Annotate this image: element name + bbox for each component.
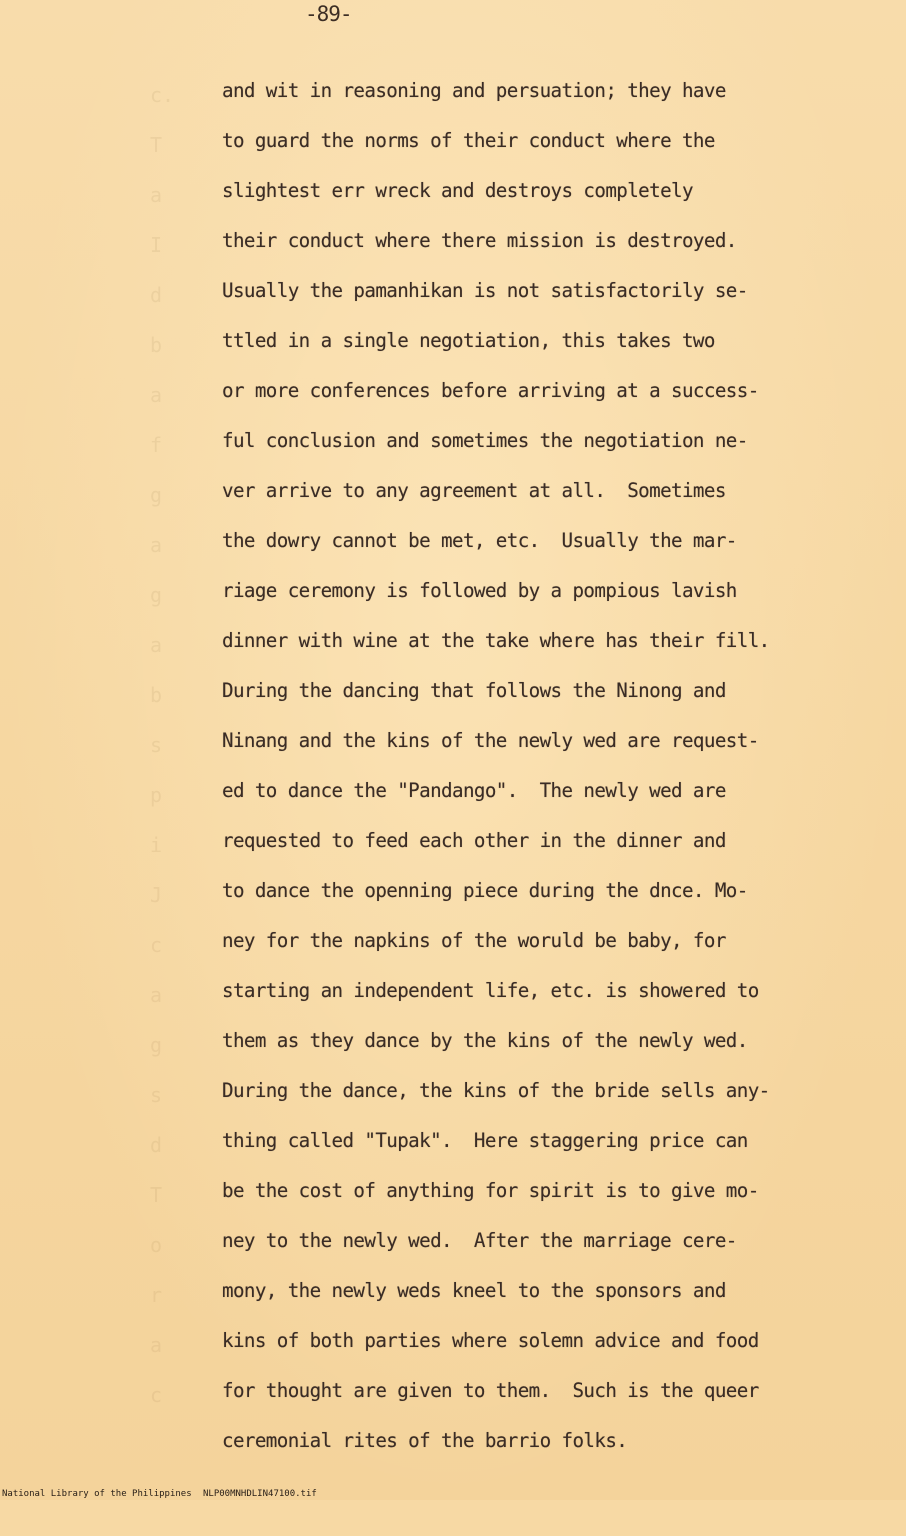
text-line: mony, the newly weds kneel to the sponsors and bbox=[222, 1279, 726, 1302]
text-line: During the dance, the kins of the bride sells any- bbox=[222, 1079, 770, 1102]
text-line: to dance the openning piece during the dnce. Mo- bbox=[222, 879, 748, 902]
bleed-through-text: c. T a I d b a f g a g a b s p i J c a g s d T o r a c bbox=[150, 83, 175, 1407]
text-line: slightest err wreck and destroys completely bbox=[222, 179, 693, 202]
page-number: -89- bbox=[305, 2, 352, 26]
text-line: to guard the norms of their conduct where the bbox=[222, 129, 715, 152]
text-line: and wit in reasoning and persuation; they have bbox=[222, 79, 726, 102]
text-line: riage ceremony is followed by a pompious lavish bbox=[222, 579, 737, 602]
text-line: kins of both parties where solemn advice and food bbox=[222, 1329, 759, 1352]
text-line: thing called "Tupak". Here staggering price can bbox=[222, 1129, 748, 1152]
text-line: ney to the newly wed. After the marriage cere- bbox=[222, 1229, 737, 1252]
text-line: starting an independent life, etc. is showered to bbox=[222, 979, 759, 1002]
text-line: Ninang and the kins of the newly wed are request- bbox=[222, 729, 759, 752]
text-line: ver arrive to any agreement at all. Sometimes bbox=[222, 479, 726, 502]
text-line: ed to dance the "Pandango". The newly wed are bbox=[222, 779, 726, 802]
text-line: be the cost of anything for spirit is to give mo- bbox=[222, 1179, 759, 1202]
text-line: ttled in a single negotiation, this takes two bbox=[222, 329, 715, 352]
text-line: or more conferences before arriving at a success- bbox=[222, 379, 759, 402]
library-credit: National Library of the Philippines bbox=[2, 1489, 192, 1499]
text-line: the dowry cannot be met, etc. Usually the mar- bbox=[222, 529, 737, 552]
text-line: for thought are given to them. Such is the queer bbox=[222, 1379, 759, 1402]
scan-filename: NLP00MNHDLIN47100.tif bbox=[203, 1489, 317, 1499]
text-line: requested to feed each other in the dinner and bbox=[222, 829, 726, 852]
text-line: ceremonial rites of the barrio folks. bbox=[222, 1429, 628, 1452]
text-line: During the dancing that follows the Ninong and bbox=[222, 679, 726, 702]
text-line: ney for the napkins of the woruld be baby, for bbox=[222, 929, 726, 952]
text-line: them as they dance by the kins of the newly wed. bbox=[222, 1029, 748, 1052]
scan-footer bbox=[0, 1488, 906, 1500]
body-text bbox=[222, 66, 862, 1466]
text-line: their conduct where there mission is destroyed. bbox=[222, 229, 737, 252]
text-line: dinner with wine at the take where has their fill. bbox=[222, 629, 770, 652]
text-line: Usually the pamanhikan is not satisfactorily se- bbox=[222, 279, 748, 302]
text-line: ful conclusion and sometimes the negotiation ne- bbox=[222, 429, 748, 452]
